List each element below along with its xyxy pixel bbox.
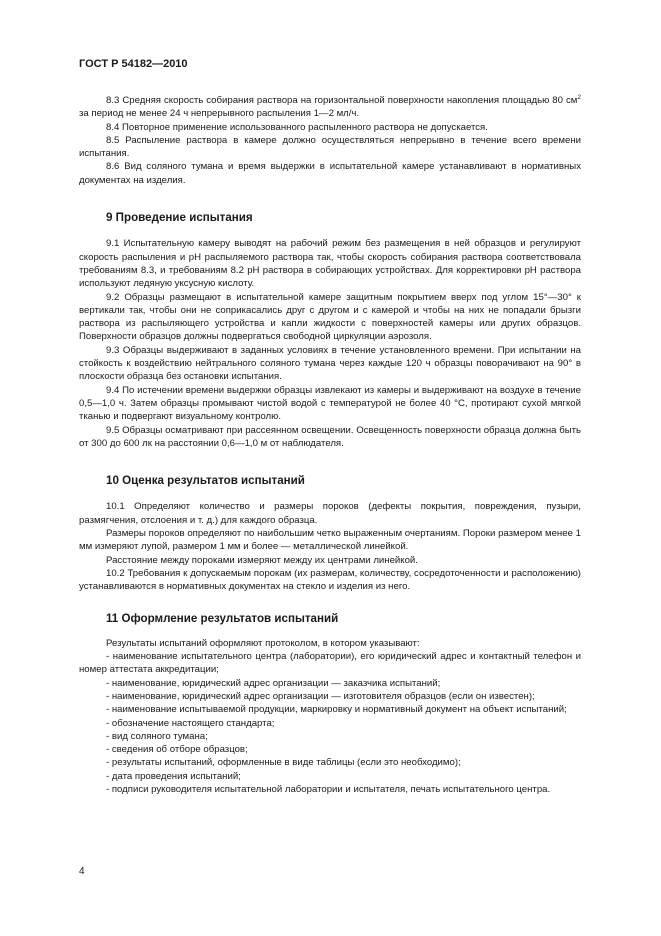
paragraph-10-1-distance: Расстояние между пороками измеряют между их центрами линейкой. <box>106 554 418 566</box>
paragraph-11-intro: Результаты испытаний оформляют протоколом, в котором указывают: <box>106 637 420 649</box>
paragraph-10-2: 10.2 Требования к допускаемым порокам (их размерам, количеству, сосредоточенности и расположению) устанавливаются в нормативных документах на стекло и изделия из него. <box>79 567 581 593</box>
list-item: - наименование, юридический адрес организации — изготовителя образцов (если он известен); <box>106 690 535 702</box>
section-9-heading: 9 Проведение испытания <box>106 211 253 225</box>
paragraph-10-1-sizes: Размеры пороков определяют по наибольшим четко выраженным очертаниям. Пороки размером менее 1 мм измеряют лупой, размером 1 мм и более — металлической линейкой. <box>79 528 581 553</box>
paragraph-8-6: 8.6 Вид соляного тумана и время выдержки в испытательной камере устанавливают в нормативных документах на изделия. <box>79 161 581 186</box>
list-item: - подписи руководителя испытательной лаборатории и испытателя, печать испытательного центра. <box>106 784 551 796</box>
standard-header: ГОСТ Р 54182—2010 <box>79 58 188 70</box>
list-item: - дата проведения испытаний; <box>106 770 241 782</box>
list-item: - обозначение настоящего стандарта; <box>106 717 275 729</box>
document-body <box>79 94 581 796</box>
paragraph-9-1: 9.1 Испытательную камеру выводят на рабочий режим без размещения в ней образцов и регулируют скорость распыления и pH распыляемого раствора так, чтобы скорость собирания раствора соответствовала требованиям 8.3, и требованиям 8.2 pH раствора в собирающих устройствах. Для корректировки pH раствора используют ледяную уксусную кислоту. <box>79 238 581 290</box>
paragraph-9-3: 9.3 Образцы выдерживают в заданных условиях в течение установленного времени. При испытании на стойкость к воздействию нейтрального соляного тумана через каждые 120 ч образцы поворачивают на 90° в плоскости образца без остановки испытания. <box>79 344 581 383</box>
paragraph-8-3: 8.3 Средняя скорость собирания раствора на горизонтальной поверхности накопления площадью 80 $см^2$ за период не менее 24 ч непрерывного распыления 1—2 мл/ч. <box>79 93 581 120</box>
page-number: 4 <box>79 866 85 877</box>
paragraph-9-5: 9.5 Образцы осматривают при рассеянном освещении. Освещенность поверхности образца должна быть от 300 до 600 лк на расстоянии 0,6—1,0 м от наблюдателя. <box>79 424 581 449</box>
list-item: - наименование, юридический адрес организации — заказчика испытаний; <box>106 677 441 689</box>
paragraph-9-4: 9.4 По истечении времени выдержки образцы извлекают из камеры и выдерживают на воздухе в течение 0,5—1,0 ч. Затем образцы промывают чистой водой с температурой не более 40 °С, протирают сухой мягкой тканью и подвергают визуальному контролю. <box>79 384 581 423</box>
list-item: - результаты испытаний, оформленные в виде таблицы (если это необходимо); <box>106 757 461 769</box>
paragraph-10-1: 10.1 Определяют количество и размеры пороков (дефекты покрытия, повреждения, пузыри, размягчения, отслоения и т. д.) для каждого образца. <box>79 501 581 526</box>
paragraph-8-4: 8.4 Повторное применение использованного распыленного раствора не допускается. <box>106 121 488 133</box>
list-item: - сведения об отборе образцов; <box>106 744 248 756</box>
list-item: - вид соляного тумана; <box>106 730 208 742</box>
list-item: - наименование испытательного центра (лаборатории), его юридический адрес и контактный телефон и номер аттестата аккредитации; <box>79 651 581 676</box>
section-10-heading: 10 Оценка результатов испытаний <box>106 474 305 488</box>
paragraph-8-5: 8.5 Распыление раствора в камере должно осуществляться непрерывно в течение всего времени испытания. <box>79 134 581 160</box>
paragraph-9-2: 9.2 Образцы размещают в испытательной камере защитным покрытием вверх под углом 15°—30° к вертикали так, чтобы они не соприкасались друг с другом и с камерой и чтобы на них не попадали брызги раствора из распыляющего устройства и капли жидкости с поверхностей камеры или других образцов. Поверхности образцов должны подвергаться свободной циркуляции аэрозоля. <box>79 291 581 343</box>
list-item: - наименование испытываемой продукции, маркировку и нормативный документ на объект испытаний; <box>106 704 567 716</box>
section-11-heading: 11 Оформление результатов испытаний <box>106 611 339 625</box>
